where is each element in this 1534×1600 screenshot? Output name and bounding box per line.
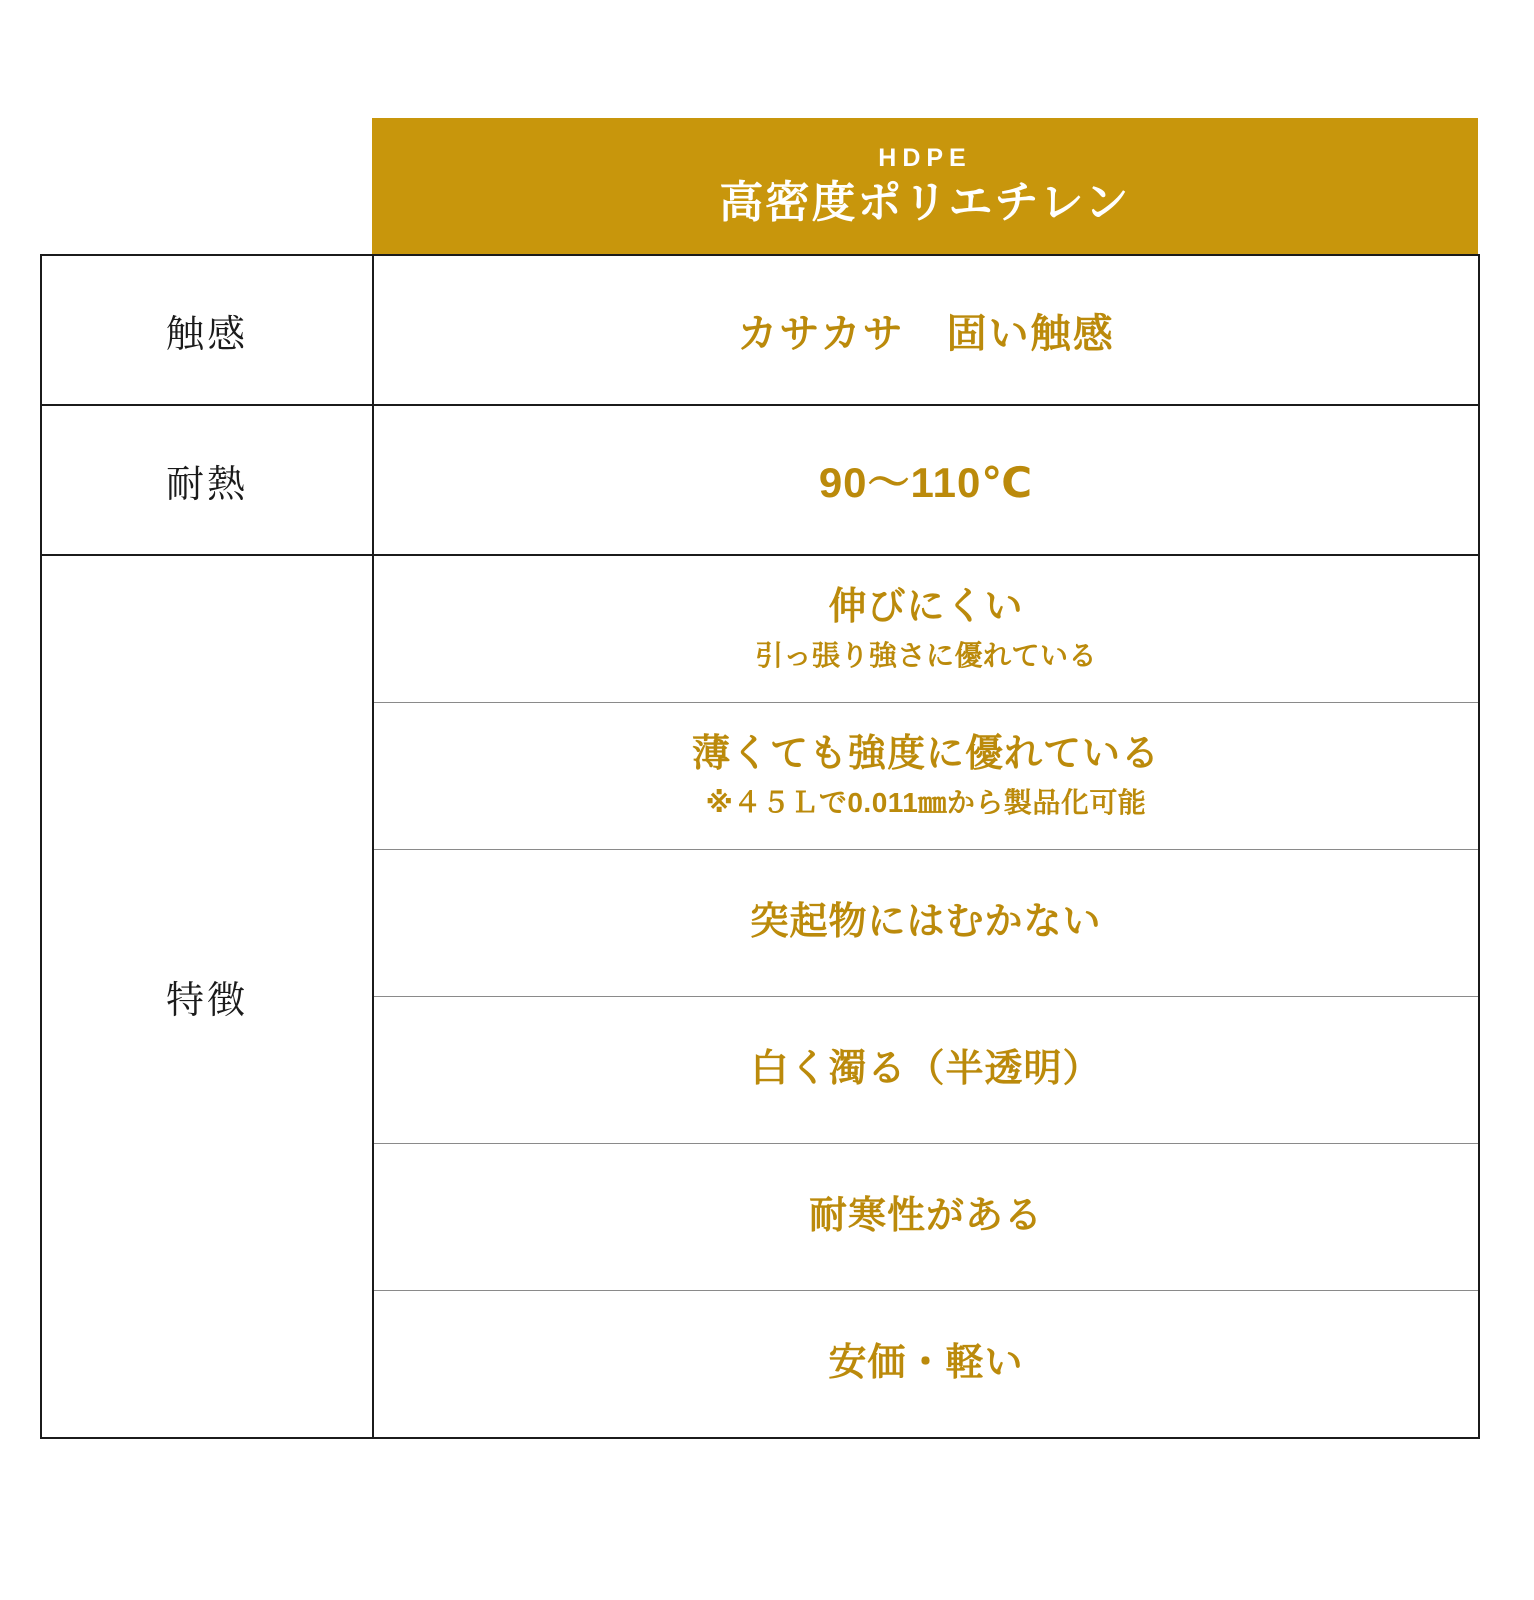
feature-main-text: 伸びにくい [828,586,1024,629]
feature-list [374,556,1478,1437]
list-item [374,997,1478,1144]
spec-table [40,254,1480,1439]
list-item [374,1144,1478,1291]
row-label-heat: 耐熱 [41,405,373,555]
feature-main-text: 突起物にはむかない [750,901,1102,944]
table-header-band [372,118,1478,254]
feature-main-text: 耐寒性がある [808,1195,1043,1238]
material-name: 高密度ポリエチレン [719,177,1131,227]
row-value-touch: カサカサ 固い触感 [373,255,1479,405]
row-value-heat: 90〜110℃ [373,405,1479,555]
table-row-touch [41,255,1479,405]
material-code: HDPE [878,144,972,173]
row-label-features: 特徴 [41,555,373,1438]
feature-sub-text: ※４５Ｌで0.011㎜から製品化可能 [705,786,1147,818]
list-item [374,703,1478,850]
feature-sub-text: 引っ張り強さに優れている [754,639,1097,671]
table-row-features [41,555,1479,1438]
list-item [374,556,1478,703]
feature-main-text: 安価・軽い [828,1342,1024,1385]
table-row-heat [41,405,1479,555]
row-value-features [373,555,1479,1438]
list-item [374,850,1478,997]
feature-main-text: 薄くても強度に優れている [691,733,1160,776]
feature-main-text: 白く濁る（半透明） [750,1048,1102,1091]
row-label-touch: 触感 [41,255,373,405]
list-item [374,1291,1478,1438]
